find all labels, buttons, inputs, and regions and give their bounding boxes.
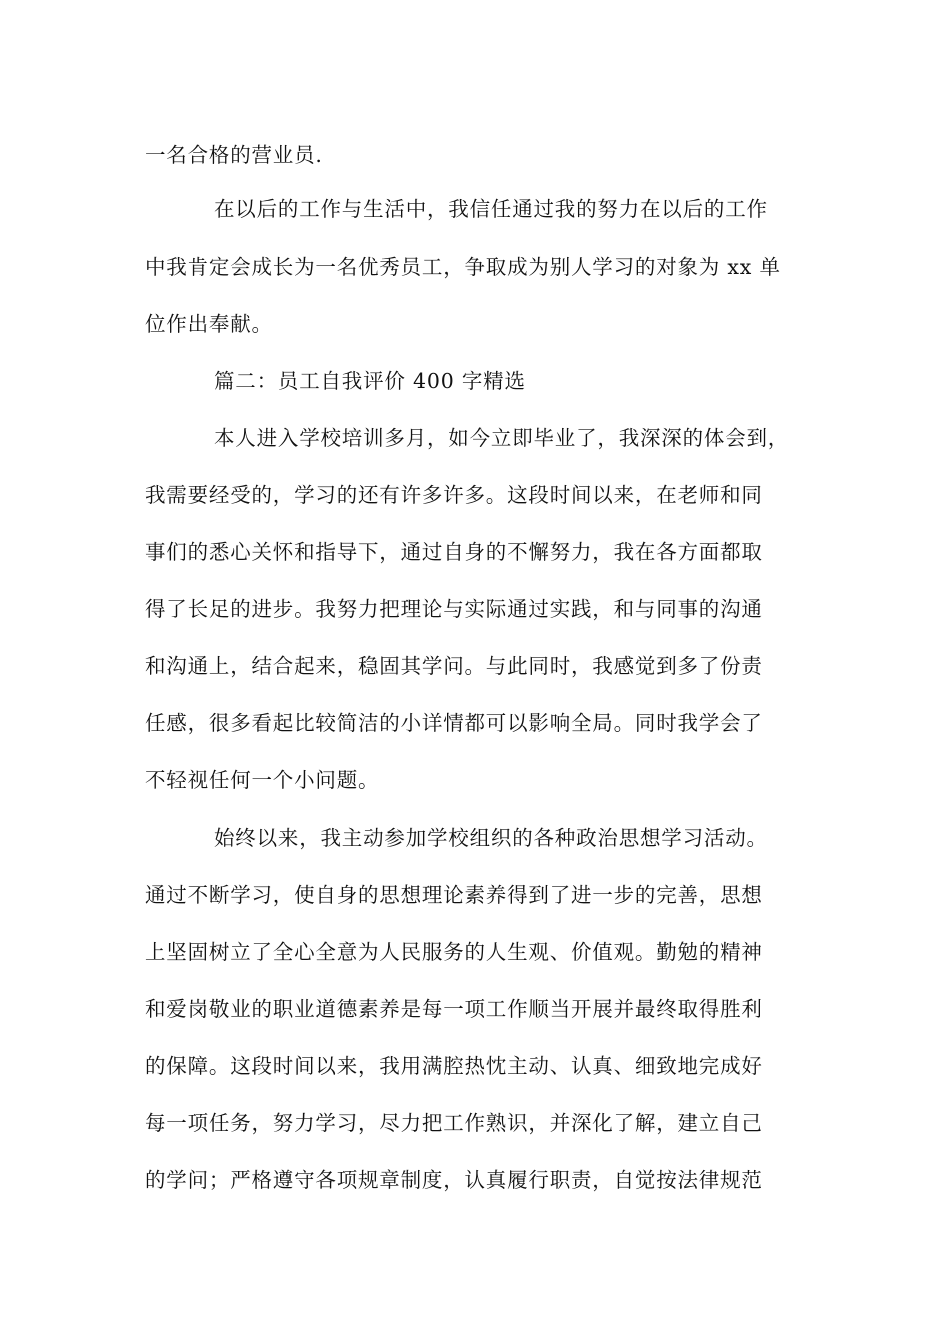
text-line: 任感，很多看起比较简洁的小详情都可以影响全局。同时我学会了: [145, 711, 763, 735]
text-line: 通过不断学习，使自身的思想理论素养得到了进一步的完善，思想: [145, 883, 763, 907]
text-line: 得了长足的进步。我努力把理论与实际通过实践，和与同事的沟通: [145, 597, 763, 621]
text-line: 和沟通上，结合起来，稳固其学问。与此同时，我感觉到多了份责: [145, 654, 763, 678]
text-line: 和爱岗敬业的职业道德素养是每一项工作顺当开展并最终取得胜利: [145, 997, 763, 1021]
text-line: 我需要经受的，学习的还有许多许多。这段时间以来，在老师和同: [145, 483, 763, 507]
text-line: 每一项任务，努力学习，尽力把工作熟识，并深化了解，建立自己: [145, 1111, 763, 1135]
section-heading: 篇二：员工自我评价 400 字精选: [214, 369, 526, 393]
paragraph-start: 始终以来，我主动参加学校组织的各种政治思想学习活动。: [214, 826, 768, 850]
text-line: 事们的悉心关怀和指导下，通过自身的不懈努力，我在各方面都取: [145, 540, 763, 564]
paragraph-start: 在以后的工作与生活中，我信任通过我的努力在以后的工作: [214, 197, 768, 221]
text-line: 一名合格的营业员.: [145, 143, 323, 167]
text-line: 不轻视任何一个小问题。: [145, 768, 380, 792]
paragraph-start: 本人进入学校培训多月，如今立即毕业了，我深深的体会到，: [214, 426, 790, 450]
text-line: 的学问；严格遵守各项规章制度，认真履行职责，自觉按法律规范: [145, 1168, 763, 1192]
text-line: 位作出奉献。: [145, 312, 273, 336]
text-line: 中我肯定会成长为一名优秀员工，争取成为别人学习的对象为 xx 单: [145, 255, 781, 279]
text-line: 的保障。这段时间以来，我用满腔热忱主动、认真、细致地完成好: [145, 1054, 763, 1078]
text-line: 上坚固树立了全心全意为人民服务的人生观、价值观。勤勉的精神: [145, 940, 763, 964]
